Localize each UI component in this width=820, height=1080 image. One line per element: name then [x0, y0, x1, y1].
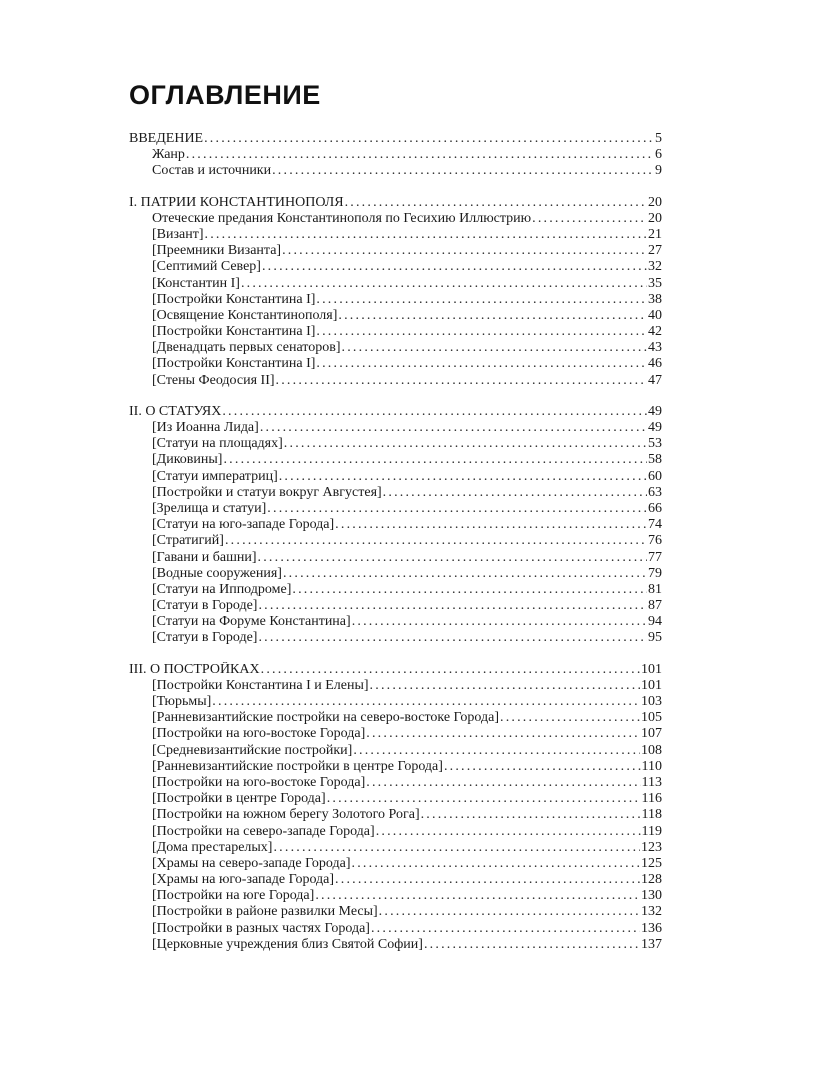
dot-leader — [352, 614, 647, 630]
dot-leader — [204, 131, 654, 147]
toc-entry — [129, 373, 662, 389]
dot-leader — [276, 373, 647, 389]
page-number: 20 — [648, 210, 662, 226]
toc-entry — [129, 824, 662, 840]
toc-heading-title: III. О ПОСТРОЙКАХ — [129, 661, 260, 677]
dot-leader — [315, 888, 640, 904]
page-number: 77 — [648, 549, 662, 565]
dot-leader — [258, 630, 647, 646]
toc-entry-title: [Статуи в Городе] — [152, 630, 258, 646]
page-number: 79 — [648, 565, 662, 581]
dot-leader — [267, 501, 647, 517]
toc-entry-title: [Средневизантийские постройки] — [152, 742, 353, 758]
toc-entry-title: [Двенадцать первых сенаторов] — [152, 340, 341, 356]
toc-heading-title: ВВЕДЕНИЕ — [129, 131, 204, 146]
page-number: 105 — [641, 710, 662, 726]
toc-entry-title: [Зрелища и статуи] — [152, 500, 267, 516]
toc-entry-title: [Постройки Константина I и Елены] — [152, 677, 369, 693]
page-number: 125 — [641, 855, 662, 871]
dot-leader — [444, 759, 641, 775]
dot-leader — [279, 469, 647, 485]
toc-entry — [129, 550, 662, 566]
dot-leader — [273, 840, 640, 856]
toc-section-heading — [129, 404, 662, 420]
toc-entry — [129, 614, 662, 630]
toc-entry-title: [Водные сооружения] — [152, 565, 282, 581]
toc-entry — [129, 227, 662, 243]
dot-leader — [352, 856, 640, 872]
dot-leader — [272, 163, 654, 179]
toc-heading-title: I. ПАТРИИ КОНСТАНТИНОПОЛЯ — [129, 194, 344, 210]
page-number: 103 — [641, 694, 662, 709]
dot-leader — [282, 243, 647, 259]
toc-entry-title: [Статуи на Форуме Константина] — [152, 614, 351, 630]
page-number: 20 — [648, 194, 662, 210]
toc-entry-title: [Статуи на Ипподроме] — [152, 581, 292, 597]
toc-entry-title: [Храмы на юго-западе Города] — [152, 872, 335, 888]
dot-leader — [258, 550, 647, 566]
toc-section-heading — [129, 662, 662, 678]
dot-leader — [316, 292, 647, 308]
toc-entry — [129, 436, 662, 452]
toc-section — [129, 662, 662, 953]
page-title: ОГЛАВЛЕНИЕ — [129, 80, 321, 110]
toc-entry-title: [Стены Феодосия II] — [152, 372, 275, 388]
toc-section-heading — [129, 131, 662, 147]
page-number: 132 — [641, 904, 662, 920]
toc-entry-title: [Ранневизантийские постройки на северо-востоке Города] — [152, 710, 499, 726]
toc-entry-title: [Гавани и башни] — [152, 549, 257, 565]
dot-leader — [366, 775, 640, 791]
page-number: 21 — [648, 226, 662, 242]
toc-entry — [129, 340, 662, 356]
dot-leader — [284, 436, 647, 452]
toc-entry-title: [Диковины] — [152, 452, 223, 468]
toc-entry — [129, 308, 662, 324]
toc-entry-title: [Ранневизантийские постройки в центре Города] — [152, 758, 443, 774]
page-number: 43 — [648, 340, 662, 356]
toc-entry — [129, 888, 662, 904]
dot-leader — [223, 452, 647, 468]
dot-leader — [376, 824, 641, 840]
toc-entry — [129, 243, 662, 259]
toc-entry — [129, 582, 662, 598]
toc-entry — [129, 259, 662, 275]
dot-leader — [262, 259, 647, 275]
toc-entry-title: [Постройки Константина I] — [152, 356, 316, 372]
dot-leader — [316, 356, 647, 372]
toc-entry — [129, 743, 662, 759]
toc-entry-title: Отеческие предания Константинополя по Гесихию Иллюстрию — [152, 210, 532, 226]
page-number: 136 — [641, 920, 662, 936]
page-number: 60 — [648, 468, 662, 484]
toc-entry-title: [Постройки и статуи вокруг Августея] — [152, 484, 382, 500]
toc-entry — [129, 324, 662, 340]
dot-leader — [241, 276, 647, 292]
dot-leader — [335, 517, 647, 533]
toc-section — [129, 131, 662, 180]
page-number: 49 — [648, 403, 662, 419]
toc-entry — [129, 163, 662, 179]
page-number: 130 — [641, 888, 662, 904]
dot-leader — [327, 791, 641, 807]
page-number: 118 — [641, 807, 662, 823]
toc-section — [129, 404, 662, 647]
toc-section — [129, 195, 662, 389]
toc-entry — [129, 598, 662, 614]
toc-entry-title: [Септимий Север] — [152, 259, 261, 275]
page-number: 38 — [648, 291, 662, 307]
toc-entry — [129, 791, 662, 807]
page-number: 9 — [655, 163, 662, 179]
page-number: 32 — [648, 259, 662, 275]
toc-entry-title: [Постройки на юге Города] — [152, 888, 315, 904]
page-number: 137 — [641, 936, 662, 952]
toc-entry-title: Состав и источники — [152, 163, 272, 179]
page-number: 53 — [648, 436, 662, 452]
dot-leader — [292, 582, 647, 598]
dot-leader — [379, 904, 640, 920]
dot-leader — [424, 937, 640, 953]
dot-leader — [500, 710, 640, 726]
page-number: 116 — [641, 791, 662, 807]
dot-leader — [258, 598, 647, 614]
page-number: 40 — [648, 307, 662, 323]
dot-leader — [212, 694, 640, 710]
toc-entry — [129, 710, 662, 726]
toc-entry — [129, 276, 662, 292]
toc-entry — [129, 694, 662, 710]
toc-entry-title: [Постройки в районе развилки Месы] — [152, 904, 378, 920]
page-number: 66 — [648, 500, 662, 516]
page-number: 101 — [641, 677, 662, 693]
toc-entry-title: [Постройки Константина I] — [152, 291, 316, 307]
page-number: 107 — [641, 726, 662, 742]
page-number: 47 — [648, 372, 662, 388]
dot-leader — [383, 485, 647, 501]
toc-entry-title: [Храмы на северо-западе Города] — [152, 855, 351, 871]
toc-entry-title: [Статуи императриц] — [152, 468, 278, 484]
toc-entry — [129, 678, 662, 694]
toc-entry-title: [Освящение Константинополя] — [152, 307, 338, 323]
page-number: 81 — [648, 581, 662, 597]
toc-entry — [129, 807, 662, 823]
page-number: 108 — [641, 742, 662, 758]
toc-entry — [129, 726, 662, 742]
toc-entry-title: [Тюрьмы] — [152, 694, 212, 709]
toc-entry — [129, 211, 662, 227]
toc-entry-title: [Постройки на северо-западе Города] — [152, 823, 375, 839]
toc-entry — [129, 856, 662, 872]
dot-leader — [338, 308, 647, 324]
toc-entry — [129, 485, 662, 501]
dot-leader — [335, 872, 640, 888]
page-number: 87 — [648, 598, 662, 614]
toc-entry — [129, 501, 662, 517]
dot-leader — [421, 807, 641, 823]
toc-entry-title: [Из Иоанна Лида] — [152, 420, 259, 435]
toc-entry — [129, 630, 662, 646]
toc-entry-title: [Визант] — [152, 226, 204, 242]
dot-leader — [366, 726, 640, 742]
page-number: 49 — [648, 420, 662, 435]
dot-leader — [283, 566, 647, 582]
toc-entry — [129, 904, 662, 920]
dot-leader — [261, 662, 640, 678]
toc-entry-title: [Преемники Византа] — [152, 243, 282, 259]
page-number: 42 — [648, 324, 662, 340]
toc-entry-title: Жанр — [152, 147, 185, 163]
table-of-contents — [129, 131, 662, 968]
toc-heading-title: II. О СТАТУЯХ — [129, 403, 222, 419]
toc-entry-title: [Дома престарелых] — [152, 839, 273, 855]
page-number: 76 — [648, 533, 662, 549]
toc-entry — [129, 292, 662, 308]
toc-entry-title: [Статуи в Городе] — [152, 598, 258, 614]
toc-entry-title: [Постройки Константина I] — [152, 324, 316, 340]
dot-leader — [225, 533, 647, 549]
dot-leader — [186, 147, 654, 163]
toc-entry-title: [Постройки в центре Города] — [152, 791, 326, 807]
page-number: 119 — [641, 823, 662, 839]
dot-leader — [260, 420, 647, 436]
toc-entry — [129, 452, 662, 468]
toc-entry-title: [Статуи на юго-западе Города] — [152, 517, 335, 533]
toc-entry-title: [Статуи на площадях] — [152, 436, 283, 452]
toc-entry — [129, 840, 662, 856]
dot-leader — [205, 227, 647, 243]
dot-leader — [345, 195, 647, 211]
page-number: 123 — [641, 839, 662, 855]
dot-leader — [222, 404, 647, 420]
page-number: 63 — [648, 484, 662, 500]
page-number: 94 — [648, 614, 662, 630]
page-number: 113 — [641, 774, 662, 790]
toc-entry-title: [Постройки в разных частях Города] — [152, 920, 370, 936]
page-number: 35 — [648, 275, 662, 291]
toc-entry — [129, 420, 662, 436]
toc-entry — [129, 147, 662, 163]
toc-entry-title: [Церковные учреждения близ Святой Софии] — [152, 936, 423, 952]
page-number: 27 — [648, 243, 662, 259]
toc-entry — [129, 356, 662, 372]
page-number: 6 — [655, 147, 662, 163]
dot-leader — [371, 921, 640, 937]
dot-leader — [342, 340, 647, 356]
toc-entry-title: [Стратигий] — [152, 533, 224, 549]
dot-leader — [370, 678, 640, 694]
toc-entry-title: [Постройки на юго-востоке Города] — [152, 726, 366, 742]
page-number: 58 — [648, 452, 662, 468]
page-number: 110 — [641, 758, 662, 774]
toc-entry-title: [Константин I] — [152, 275, 240, 291]
toc-entry — [129, 921, 662, 937]
toc-entry — [129, 759, 662, 775]
toc-entry — [129, 872, 662, 888]
toc-entry — [129, 566, 662, 582]
page-number: 46 — [648, 356, 662, 372]
toc-entry-title: [Постройки на южном берегу Золотого Рога] — [152, 807, 420, 823]
toc-entry — [129, 533, 662, 549]
dot-leader — [316, 324, 647, 340]
toc-entry — [129, 937, 662, 953]
dot-leader — [532, 211, 647, 227]
page-number: 74 — [648, 517, 662, 533]
toc-entry — [129, 775, 662, 791]
dot-leader — [353, 743, 640, 759]
toc-entry — [129, 469, 662, 485]
page-number: 5 — [655, 131, 662, 146]
toc-entry-title: [Постройки на юго-востоке Города] — [152, 774, 366, 790]
page-number: 128 — [641, 872, 662, 888]
page-number: 95 — [648, 630, 662, 646]
toc-entry — [129, 517, 662, 533]
toc-section-heading — [129, 195, 662, 211]
page-number: 101 — [641, 661, 662, 677]
